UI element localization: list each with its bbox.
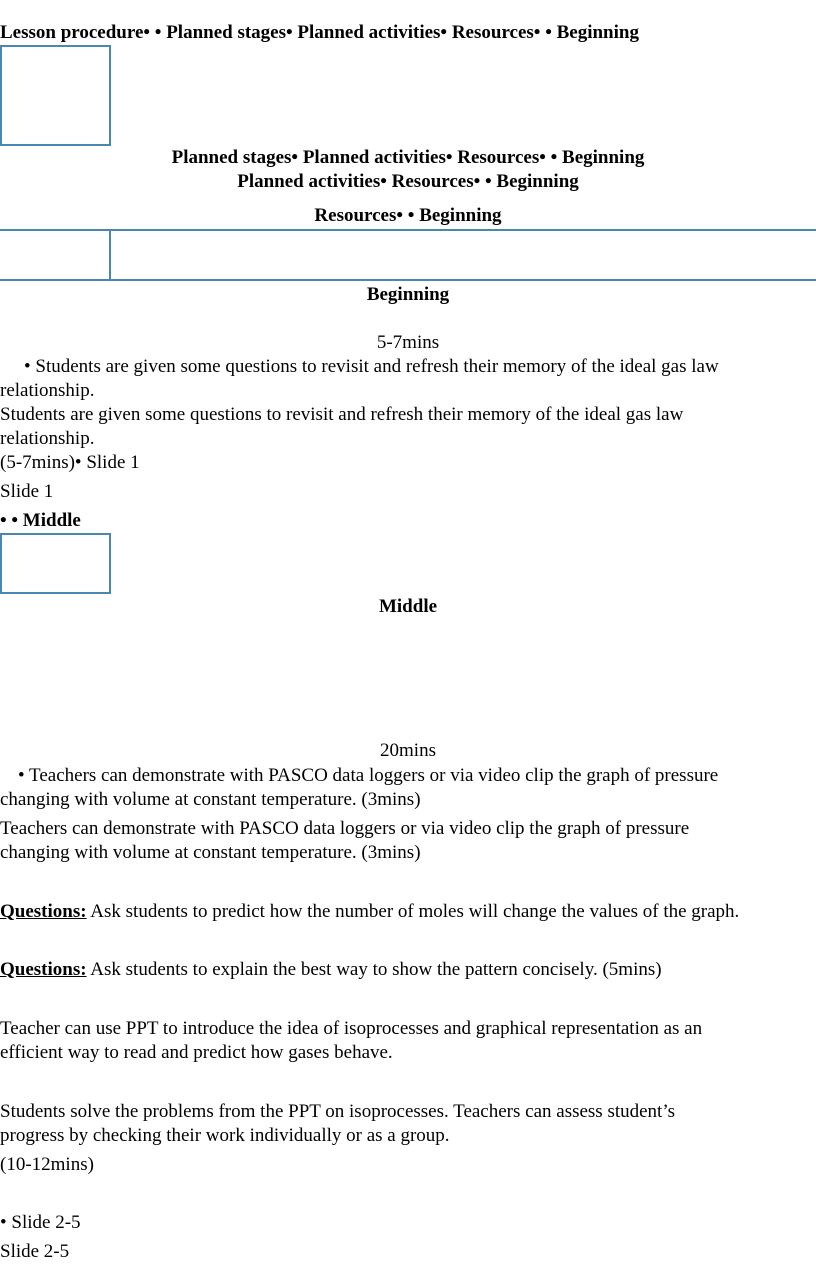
question-text: Ask students to explain the best way to show the pattern concisely. (5mins): [86, 959, 662, 980]
middle-text-line2: changing with volume at constant temperature. (3mins): [0, 842, 421, 863]
solve-line2: progress by checking their work individually or as a group.: [0, 1125, 450, 1146]
image-placeholder-box: [0, 45, 111, 146]
ppt-line2: efficient way to read and predict how gases behave.: [0, 1042, 393, 1063]
beginning-slide: Slide 1: [0, 481, 54, 502]
beginning-text-line1: Students are given some questions to revisit and refresh their memory of the ideal gas law: [0, 404, 684, 425]
solve-timing: (10-12mins): [0, 1154, 94, 1175]
question-text: Ask students to predict how the number of moles will change the values of the graph.: [86, 901, 740, 922]
middle-text-line1: Teachers can demonstrate with PASCO data loggers or via video clip the graph of pressure: [0, 818, 690, 839]
table-bottom-border: [0, 279, 816, 281]
beginning-bullet-line1: • Students are given some questions to revisit and refresh their memory of the ideal gas law: [24, 356, 719, 377]
resources-header: Resources• • Beginning: [314, 205, 502, 226]
lesson-procedure-header: Lesson procedure• • Planned stages• Planned activities• Resources• • Beginning: [0, 22, 639, 43]
beginning-text-line2: relationship.: [0, 428, 95, 449]
table-column-divider: [109, 229, 111, 281]
middle-slide: Slide 2-5: [0, 1241, 70, 1262]
middle-stage-label: • • Middle: [0, 510, 81, 531]
planned-activities-header: Planned activities• Resources• • Beginning: [237, 171, 579, 192]
middle-heading: Middle: [378, 596, 438, 617]
image-placeholder-box-2: [0, 533, 111, 594]
beginning-duration: 5-7mins: [376, 332, 440, 353]
middle-slide-bullet: • Slide 2-5: [0, 1212, 81, 1233]
beginning-timing-slide: (5-7mins)• Slide 1: [0, 452, 140, 473]
beginning-heading: Beginning: [366, 284, 450, 305]
middle-duration: 20mins: [380, 740, 436, 761]
ppt-line1: Teacher can use PPT to introduce the idea of isoprocesses and graphical representation as an: [0, 1018, 703, 1039]
question-label: Questions:: [0, 959, 87, 980]
beginning-bullet-line2: relationship.: [0, 380, 95, 401]
planned-stages-header: Planned stages• Planned activities• Resources• • Beginning: [171, 147, 645, 168]
table-top-border: [0, 229, 816, 231]
question-predict: [0, 900, 739, 924]
question-explain: [0, 958, 662, 982]
middle-bullet-line2: changing with volume at constant temperature. (3mins): [0, 789, 421, 810]
question-label: Questions:: [0, 901, 87, 922]
solve-line1: Students solve the problems from the PPT on isoprocesses. Teachers can assess student’s: [0, 1101, 676, 1122]
middle-bullet-line1: • Teachers can demonstrate with PASCO data loggers or via video clip the graph of pressure: [18, 765, 719, 786]
